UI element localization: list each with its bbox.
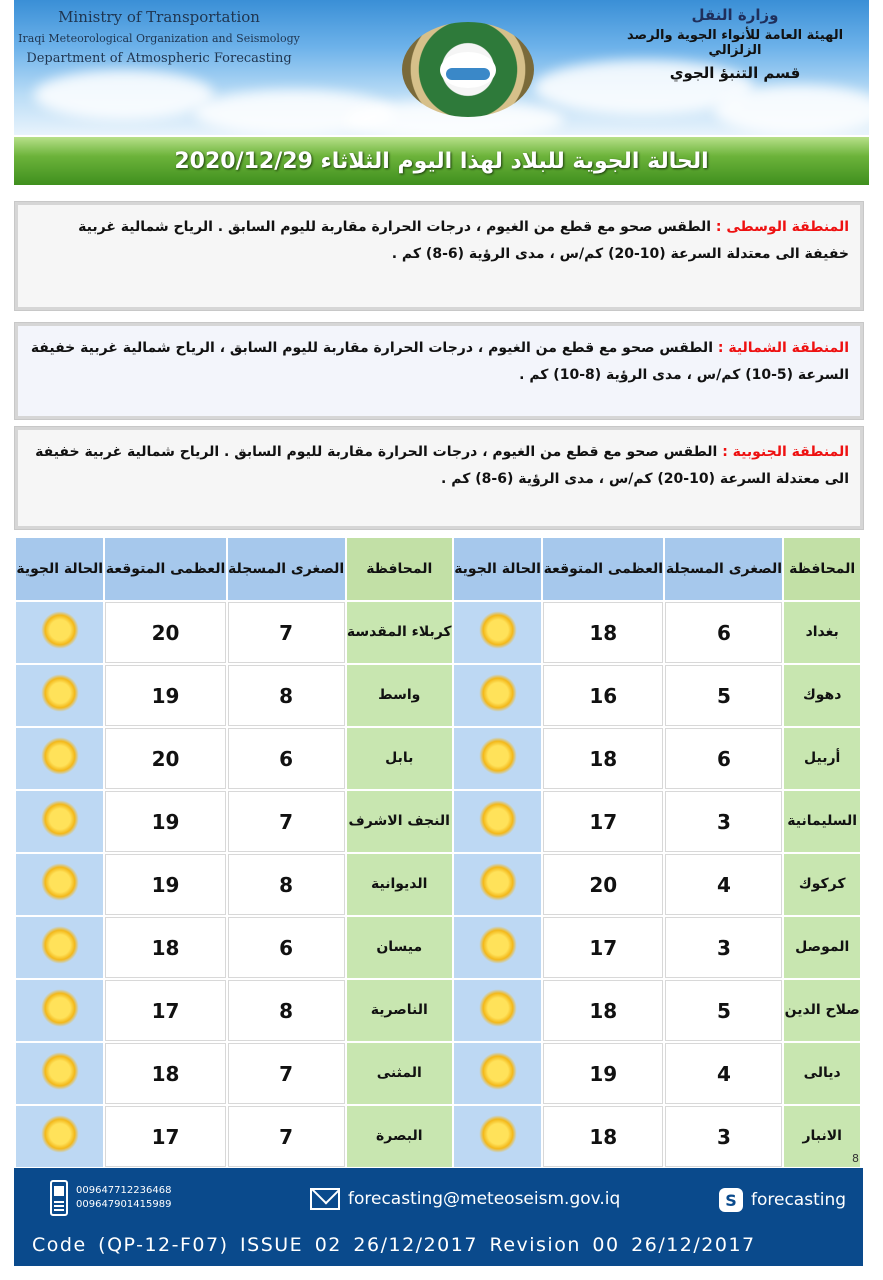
min-temp-cell: 5 [665, 980, 782, 1041]
organization-name-en: Iraqi Meteorological Organization and Seismology [18, 32, 300, 45]
page-number: 8 [852, 1152, 859, 1165]
sun-icon [479, 1052, 517, 1090]
sun-icon [41, 863, 79, 901]
sun-icon [479, 1115, 517, 1153]
weather-cell [454, 980, 541, 1041]
max-temp-cell: 19 [105, 854, 225, 915]
sun-icon [479, 926, 517, 964]
province-cell: ديالى [784, 1043, 860, 1104]
organization-name-ar: الهيئة العامة للأنواء الجوية والرصد الزلزالي [626, 28, 844, 58]
weather-cell [454, 1043, 541, 1104]
header-max: العظمى المتوقعة [543, 538, 663, 600]
temperature-table [14, 536, 862, 1148]
table-row [16, 728, 860, 789]
province-cell: المثنى [347, 1043, 452, 1104]
weather-cell [16, 1106, 103, 1167]
min-temp-cell: 3 [665, 1106, 782, 1167]
table-row [16, 791, 860, 852]
min-temp-cell: 6 [665, 602, 782, 663]
province-cell: الناصرية [347, 980, 452, 1041]
weather-cell [454, 665, 541, 726]
table-row [16, 980, 860, 1041]
footer-phones [50, 1180, 171, 1216]
max-temp-cell: 18 [543, 728, 663, 789]
header-max: العظمى المتوقعة [105, 538, 225, 600]
weather-cell [454, 917, 541, 978]
title-bar [14, 137, 869, 185]
footer [14, 1168, 863, 1266]
table-header-row [16, 538, 860, 600]
weather-cell [454, 602, 541, 663]
sun-icon [41, 737, 79, 775]
max-temp-cell: 18 [105, 1043, 225, 1104]
province-cell: ميسان [347, 917, 452, 978]
weather-cell [16, 665, 103, 726]
region-label: المنطقة الجنوبية : [722, 444, 849, 460]
region-label: المنطقة الوسطى : [715, 219, 849, 235]
header-weather: الحالة الجوية [454, 538, 541, 600]
max-temp-cell: 20 [105, 602, 225, 663]
region-text: الطقس صحو مع قطع من الغيوم ، درجات الحرارة مقاربة لليوم السابق . الرياح شمالية غربية خفيفة الى معتدلة السرعة (10-20) كم/س ، مدى الرؤية (6-8) كم . [78, 219, 849, 262]
page-title: الحالة الجوية للبلاد لهذا اليوم الثلاثاء 2020/12/29 [174, 148, 709, 174]
header-weather: الحالة الجوية [16, 538, 103, 600]
max-temp-cell: 18 [543, 602, 663, 663]
mail-icon [310, 1188, 340, 1210]
sun-icon [41, 926, 79, 964]
table-row [16, 1043, 860, 1104]
weather-cell [16, 980, 103, 1041]
max-temp-cell: 17 [543, 791, 663, 852]
weather-cell [16, 791, 103, 852]
max-temp-cell: 19 [105, 665, 225, 726]
province-cell: الموصل [784, 917, 860, 978]
table-row [16, 1106, 860, 1167]
province-cell: الديوانية [347, 854, 452, 915]
organization-logo [402, 22, 534, 117]
min-temp-cell: 3 [665, 917, 782, 978]
header-banner [14, 0, 869, 135]
province-cell: أربيل [784, 728, 860, 789]
weather-cell [16, 602, 103, 663]
min-temp-cell: 3 [665, 791, 782, 852]
footer-email[interactable] [310, 1188, 620, 1210]
province-cell: كربلاء المقدسة [347, 602, 452, 663]
sun-icon [41, 800, 79, 838]
phone-number: 009647712236468 [76, 1185, 172, 1196]
min-temp-cell: 6 [228, 728, 345, 789]
province-cell: النجف الاشرف [347, 791, 452, 852]
table-row [16, 665, 860, 726]
sun-icon [479, 863, 517, 901]
max-temp-cell: 19 [105, 791, 225, 852]
sun-icon [479, 989, 517, 1027]
sun-icon [479, 674, 517, 712]
max-temp-cell: 16 [543, 665, 663, 726]
ministry-name-en: Ministry of Transportation [58, 8, 260, 26]
min-temp-cell: 8 [228, 854, 345, 915]
weather-cell [454, 791, 541, 852]
table-row [16, 854, 860, 915]
weather-cell [16, 728, 103, 789]
table-row [16, 917, 860, 978]
min-temp-cell: 7 [228, 791, 345, 852]
max-temp-cell: 18 [543, 1106, 663, 1167]
header-province: المحافظة [347, 538, 452, 600]
header-province: المحافظة [784, 538, 860, 600]
min-temp-cell: 7 [228, 1043, 345, 1104]
weather-cell [16, 917, 103, 978]
weather-cell [454, 1106, 541, 1167]
min-temp-cell: 8 [228, 980, 345, 1041]
province-cell: بابل [347, 728, 452, 789]
max-temp-cell: 20 [105, 728, 225, 789]
max-temp-cell: 19 [543, 1043, 663, 1104]
min-temp-cell: 6 [228, 917, 345, 978]
max-temp-cell: 18 [105, 917, 225, 978]
email-address[interactable]: forecasting@meteoseism.gov.iq [348, 1189, 621, 1209]
sun-icon [41, 1115, 79, 1153]
sun-icon [479, 737, 517, 775]
phone-number: 009647901415989 [76, 1199, 172, 1210]
sun-icon [41, 1052, 79, 1090]
skype-handle[interactable]: forecasting [751, 1190, 847, 1210]
max-temp-cell: 17 [105, 1106, 225, 1167]
sun-icon [479, 611, 517, 649]
min-temp-cell: 6 [665, 728, 782, 789]
phone-icon [50, 1180, 68, 1216]
sun-icon [41, 674, 79, 712]
max-temp-cell: 17 [105, 980, 225, 1041]
region-label: المنطقة الشمالية : [717, 340, 849, 356]
table-row [16, 602, 860, 663]
footer-skype[interactable] [719, 1188, 846, 1212]
weather-cell [454, 728, 541, 789]
region-northern [14, 322, 864, 420]
header-arabic [605, 6, 865, 82]
min-temp-cell: 8 [228, 665, 345, 726]
province-cell: السليمانية [784, 791, 860, 852]
header-english [14, 8, 304, 66]
skype-icon: S [719, 1188, 743, 1212]
ministry-name-ar: وزارة النقل [691, 6, 779, 24]
region-text: الطقس صحو مع قطع من الغيوم ، درجات الحرارة مقاربة لليوم السابق ، الرياح شمالية غربية خفيفة السرعة (5-10) كم/س ، مدى الرؤية (8-10) كم . [30, 340, 849, 383]
province-cell: دهوك [784, 665, 860, 726]
province-cell: البصرة [347, 1106, 452, 1167]
region-central [14, 201, 864, 311]
logo-emblem-icon [440, 52, 496, 88]
sun-icon [41, 989, 79, 1027]
min-temp-cell: 4 [665, 1043, 782, 1104]
province-cell: بغداد [784, 602, 860, 663]
document-code: Code (QP-12-F07) ISSUE 02 26/12/2017 Revision 00 26/12/2017 [32, 1234, 756, 1256]
min-temp-cell: 7 [228, 1106, 345, 1167]
max-temp-cell: 17 [543, 917, 663, 978]
region-southern [14, 426, 864, 530]
region-text: الطقس صحو مع قطع من الغيوم ، درجات الحرارة مقاربة لليوم السابق . الرياح شمالية غربية خفيفة الى معتدلة السرعة (10-20) كم/س ، مدى الرؤية (6-8) كم . [35, 444, 849, 487]
province-cell: الانبار [784, 1106, 860, 1167]
min-temp-cell: 5 [665, 665, 782, 726]
max-temp-cell: 20 [543, 854, 663, 915]
min-temp-cell: 7 [228, 602, 345, 663]
weather-cell [16, 854, 103, 915]
header-min: الصغرى المسجلة [665, 538, 782, 600]
province-cell: واسط [347, 665, 452, 726]
department-name-en: Department of Atmospheric Forecasting [26, 51, 292, 66]
weather-cell [16, 1043, 103, 1104]
sun-icon [479, 800, 517, 838]
header-min: الصغرى المسجلة [228, 538, 345, 600]
province-cell: صلاح الدين [784, 980, 860, 1041]
province-cell: كركوك [784, 854, 860, 915]
department-name-ar: قسم التنبؤ الجوي [669, 64, 801, 82]
max-temp-cell: 18 [543, 980, 663, 1041]
weather-cell [454, 854, 541, 915]
min-temp-cell: 4 [665, 854, 782, 915]
sun-icon [41, 611, 79, 649]
